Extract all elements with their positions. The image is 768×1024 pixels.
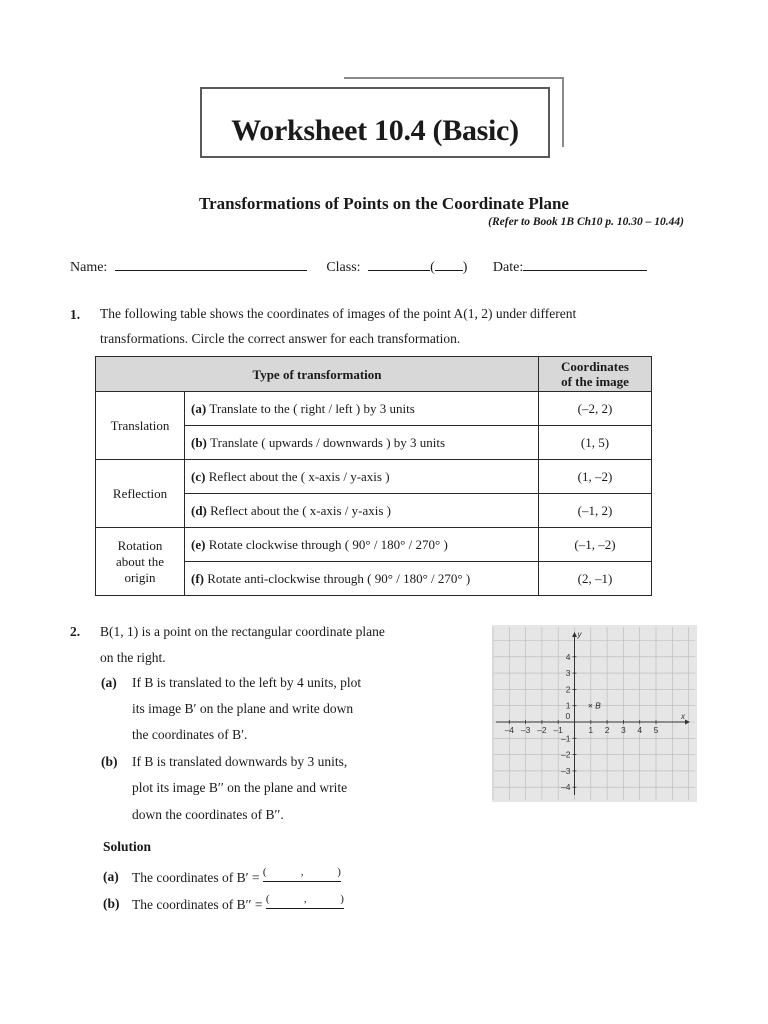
table-header-row: [96, 357, 652, 392]
row-c-cell: [185, 460, 539, 494]
header-coordinates: [539, 357, 652, 392]
part-a-label: (a): [101, 675, 117, 690]
student-info-line: [70, 256, 647, 276]
row-c-label: (c): [191, 468, 206, 484]
worksheet-subtitle: Transformations of Points on the Coordinate Plane: [199, 194, 569, 213]
solution-a-comma: ,: [300, 866, 304, 878]
row-b-coordinates: (1, 5): [539, 426, 652, 460]
part-b-line-1: If B is translated downwards by 3 units,: [132, 754, 348, 769]
x-tick-label: –1: [553, 725, 563, 735]
part-a-line-2: its image B′ on the plane and write down: [132, 701, 354, 716]
origin-label: 0: [565, 711, 571, 721]
solution-a-paren-close: ): [337, 866, 341, 878]
x-tick-label: –4: [504, 725, 515, 735]
header-type: Type of transformation: [96, 357, 539, 392]
row-d-cell: [185, 494, 539, 528]
question-1-text: [100, 301, 576, 351]
row-b-text: Translate ( upwards / downwards ) by 3 units: [210, 434, 446, 450]
row-d-coordinates: (–1, 2): [539, 494, 652, 528]
transformation-table: [95, 356, 652, 596]
class-number-paren-close: ): [462, 260, 468, 275]
y-tick-label: –4: [561, 782, 571, 793]
solution-b-label: (b): [103, 896, 120, 911]
solution-a-label: (a): [103, 869, 119, 884]
x-tick-label: 1: [588, 725, 594, 735]
category-rotation-line-3: origin: [124, 569, 156, 585]
solution-b-text: The coordinates of B′′ =: [132, 897, 263, 912]
row-d-label: (d): [191, 502, 207, 518]
question-1-number: 1.: [70, 307, 81, 322]
name-label: Name:: [70, 260, 108, 275]
table-row: [96, 392, 652, 426]
x-tick-label: 2: [604, 725, 610, 735]
category-rotation-line-1: Rotation: [117, 537, 163, 553]
class-label: Class:: [326, 260, 361, 275]
y-axis-label: y: [577, 630, 582, 639]
row-f-coordinates: (2, –1): [539, 562, 652, 596]
row-f-cell: [185, 562, 539, 596]
name-field[interactable]: [115, 256, 307, 271]
x-tick-label: 5: [653, 725, 659, 735]
class-field[interactable]: [368, 256, 430, 271]
part-a-line-3: the coordinates of B′.: [132, 727, 248, 742]
row-e-coordinates: (–1, –2): [539, 528, 652, 562]
row-e-text: Rotate clockwise through ( 90° / 180° / 270° ): [208, 536, 448, 552]
row-e-cell: [185, 528, 539, 562]
plane-background: [492, 625, 697, 802]
category-rotation: [96, 528, 185, 596]
solution-b-paren-close: ): [340, 893, 344, 905]
question-2-line-1: B(1, 1) is a point on the rectangular coordinate plane: [100, 624, 385, 639]
solution-heading: Solution: [103, 839, 152, 854]
class-number-paren-open: (: [430, 260, 435, 275]
solution-b-row: [132, 893, 344, 913]
solution-b-answer-field[interactable]: [265, 893, 344, 909]
part-b-label: (b): [101, 754, 118, 769]
category-reflection: Reflection: [96, 460, 185, 528]
row-c-text: Reflect about the ( x-axis / y-axis ): [208, 468, 390, 484]
question-1-line-2: transformations. Circle the correct answer for each transformation.: [100, 331, 461, 346]
row-b-cell: [185, 426, 539, 460]
point-b-marker: × B: [587, 700, 601, 711]
header-coord-line-1: Coordinates: [561, 359, 629, 374]
class-number-field[interactable]: [435, 256, 463, 271]
row-a-label: (a): [191, 400, 207, 416]
y-tick-label: 2: [565, 684, 571, 695]
row-a-coordinates: (–2, 2): [539, 392, 652, 426]
row-f-label: (f): [191, 570, 204, 586]
row-a-cell: [185, 392, 539, 426]
y-tick-label: –1: [561, 733, 571, 744]
x-tick-label: –2: [537, 725, 547, 735]
header-coord-line-2: of the image: [561, 374, 629, 389]
solution-a-row: [132, 866, 341, 886]
x-axis-label: x: [681, 712, 685, 721]
y-tick-label: 4: [565, 651, 571, 662]
worksheet-title: Worksheet 10.4 (Basic): [231, 114, 519, 147]
part-b-line-2: plot its image B′′ on the plane and write: [132, 780, 348, 795]
solution-b-paren-open: (: [265, 893, 270, 905]
solution-a-paren-open: (: [262, 866, 267, 878]
category-translation: Translation: [96, 392, 185, 460]
category-rotation-line-2: about the: [115, 553, 164, 569]
part-b-line-3: down the coordinates of B′′.: [132, 807, 284, 822]
solution-b-comma: ,: [303, 893, 307, 905]
row-f-text: Rotate anti-clockwise through ( 90° / 180° / 270° ): [207, 570, 471, 586]
x-tick-label: –3: [520, 725, 531, 735]
row-a-text: Translate to the ( right / left ) by 3 units: [209, 400, 415, 416]
y-tick-label: 3: [565, 668, 571, 679]
question-1-line-1: The following table shows the coordinates of images of the point A(1, 2) under different: [100, 306, 577, 321]
question-2-number: 2.: [70, 624, 81, 639]
solution-a-text: The coordinates of B′ =: [132, 870, 260, 885]
book-reference: (Refer to Book 1B Ch10 p. 10.30 – 10.44): [488, 216, 684, 228]
row-c-coordinates: (1, –2): [539, 460, 652, 494]
y-tick-label: –2: [561, 749, 571, 760]
y-tick-label: 1: [565, 700, 571, 711]
part-a-line-1: If B is translated to the left by 4 units, plot: [132, 675, 362, 690]
row-d-text: Reflect about the ( x-axis / y-axis ): [210, 502, 391, 518]
y-tick-label: –3: [561, 765, 571, 776]
date-label: Date:: [492, 260, 524, 275]
solution-a-answer-field[interactable]: [262, 866, 341, 882]
row-e-label: (e): [191, 536, 206, 552]
x-tick-label: 4: [637, 725, 643, 735]
coordinate-plane[interactable]: [492, 625, 697, 802]
table-row: [96, 528, 652, 562]
row-b-label: (b): [191, 434, 207, 450]
x-tick-label: 3: [621, 725, 626, 735]
table-row: [96, 460, 652, 494]
question-2-line-2: on the right.: [100, 650, 166, 665]
date-field[interactable]: [523, 256, 647, 271]
